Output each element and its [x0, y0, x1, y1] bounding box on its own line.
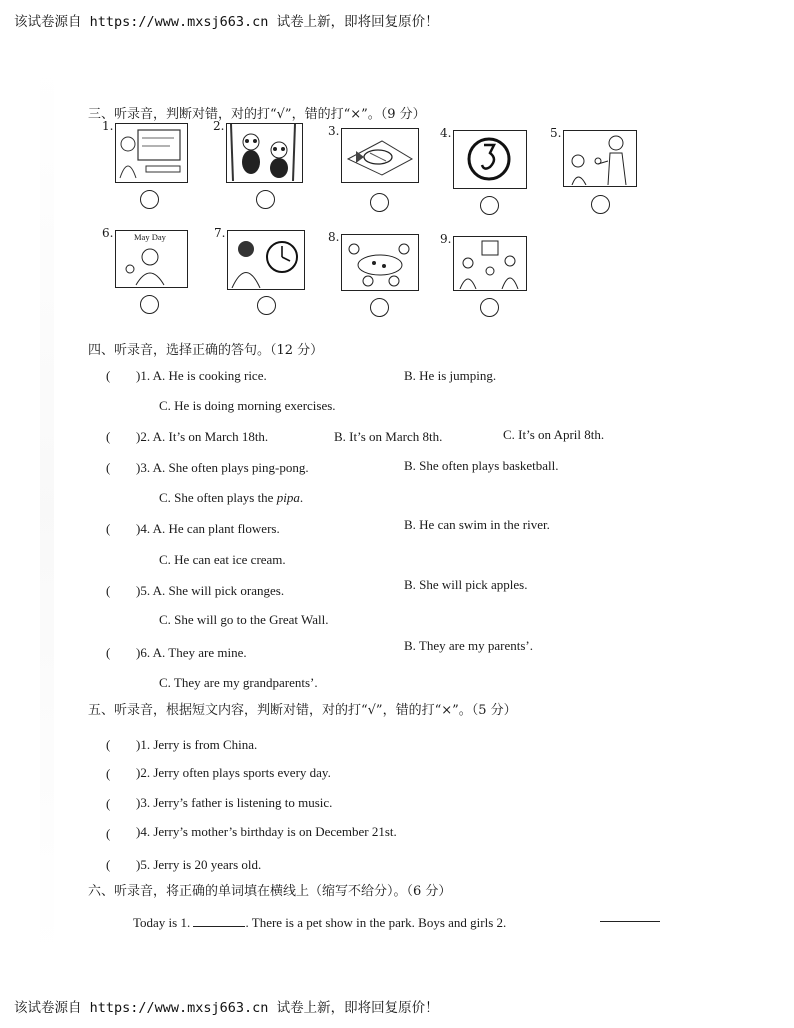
- option-c-end: .: [299, 490, 304, 505]
- answer-paren-2[interactable]: (: [106, 429, 111, 444]
- q-num: )4.: [136, 521, 151, 536]
- clock-icon: [227, 230, 305, 290]
- q4-3-option-c: [159, 490, 303, 506]
- answer-paren-s5-3[interactable]: (: [106, 796, 111, 811]
- scan-shadow: [40, 60, 54, 960]
- picture-number: 8.: [328, 230, 340, 244]
- picture-8: [328, 230, 419, 291]
- answer-circle-4[interactable]: [480, 196, 499, 215]
- answer-paren-3[interactable]: (: [106, 460, 111, 475]
- music-note-icon: [453, 130, 527, 189]
- option-a: A. He is cooking rice.: [152, 368, 267, 383]
- answer-paren-s5-4[interactable]: (: [106, 826, 111, 841]
- answer-circle-6[interactable]: [140, 295, 159, 314]
- picture-3: [328, 124, 419, 183]
- family-icon: [453, 236, 527, 291]
- blank-2[interactable]: [600, 921, 660, 922]
- q4-2-option-c: C. It’s on April 8th.: [503, 427, 605, 442]
- q4-6-option-b: B. They are my parents’.: [404, 638, 533, 653]
- fish-icon: [341, 128, 419, 183]
- answer-circle-7[interactable]: [257, 296, 276, 315]
- answer-circle-8[interactable]: [370, 298, 389, 317]
- answer-paren-6[interactable]: (: [106, 645, 111, 660]
- s5-item-4: )4. Jerry’s mother’s birthday is on December 21st.: [136, 824, 397, 839]
- picture-number: 2.: [213, 119, 225, 133]
- q-num: )5.: [136, 583, 151, 598]
- option-c-italic: pipa: [276, 490, 300, 505]
- flowers-icon: [563, 130, 637, 187]
- option-a: A. He can plant flowers.: [152, 521, 280, 536]
- picture-4: [440, 126, 527, 189]
- q4-6-option-a: [136, 645, 247, 661]
- answer-circle-3[interactable]: [370, 193, 389, 212]
- q4-4-option-a: [136, 521, 280, 537]
- q4-5-option-a: [136, 583, 284, 599]
- answer-paren-1[interactable]: (: [106, 368, 111, 383]
- q4-6-option-c: C. They are my grandparents’.: [159, 675, 318, 690]
- option-c-text: C. She often plays the: [159, 490, 277, 505]
- option-a: A. She often plays ping-pong.: [152, 460, 309, 475]
- party-icon: [341, 234, 419, 291]
- section-5-title: 五、听录音，根据短文内容，判断对错，对的打“√”，错的打“×”。（5 分）: [88, 703, 517, 718]
- bottom-banner: 该试卷源自 https://www.mxsj663.cn 试卷上新，即将回复原价！: [14, 1000, 439, 1016]
- s6-sentence: [133, 914, 506, 931]
- answer-paren-5[interactable]: (: [106, 583, 111, 598]
- may-day-caption: May Day: [134, 232, 166, 242]
- q-num: )6.: [136, 645, 151, 660]
- picture-number: 6.: [102, 226, 114, 240]
- answer-circle-2[interactable]: [256, 190, 275, 209]
- q-num: )2.: [136, 429, 151, 444]
- picture-number: 7.: [214, 226, 226, 240]
- section-3-title: 三、听录音，判断对错，对的打“√”，错的打“×”。（9 分）: [88, 107, 426, 122]
- answer-paren-s5-1[interactable]: (: [106, 737, 111, 752]
- picture-1: [102, 119, 188, 183]
- s5-item-2: )2. Jerry often plays sports every day.: [136, 765, 331, 780]
- s5-item-3: )3. Jerry’s father is listening to music.: [136, 795, 333, 810]
- option-a: A. She will pick oranges.: [152, 583, 285, 598]
- picture-7: [214, 226, 305, 290]
- picture-number: 1.: [102, 119, 114, 133]
- q4-1-option-b: B. He is jumping.: [404, 368, 497, 383]
- picture-2: [213, 119, 303, 183]
- q4-3-option-b: B. She often plays basketball.: [404, 458, 559, 473]
- picture-number: 5.: [550, 126, 562, 140]
- s6-text-1: Today is 1.: [133, 915, 191, 930]
- q4-1-option-a: [136, 368, 267, 384]
- may-day-icon: [115, 230, 188, 288]
- picture-5: [550, 126, 637, 187]
- top-banner: 该试卷源自 https://www.mxsj663.cn 试卷上新，即将回复原价！: [14, 14, 439, 30]
- s6-text-2: . There is a pet show in the park. Boys and girls 2.: [245, 915, 507, 930]
- picture-6: [102, 226, 188, 288]
- q4-4-option-c: C. He can eat ice cream.: [159, 552, 286, 567]
- panda-icon: [226, 123, 303, 183]
- q4-3-option-a: [136, 460, 309, 476]
- section-6-title: 六、听录音，将正确的单词填在横线上（缩写不给分）。（6 分）: [88, 884, 452, 899]
- option-a: A. They are mine.: [152, 645, 247, 660]
- option-a: A. It’s on March 18th.: [152, 429, 269, 444]
- q-num: )1.: [136, 368, 151, 383]
- answer-paren-4[interactable]: (: [106, 521, 111, 536]
- answer-circle-5[interactable]: [591, 195, 610, 214]
- q4-2-option-b: B. It’s on March 8th.: [334, 429, 443, 444]
- answer-paren-s5-5[interactable]: (: [106, 857, 111, 872]
- q4-4-option-b: B. He can swim in the river.: [404, 517, 550, 532]
- q4-5-option-c: C. She will go to the Great Wall.: [159, 612, 329, 627]
- picture-number: 9.: [440, 232, 452, 246]
- answer-circle-1[interactable]: [140, 190, 159, 209]
- s5-item-5: )5. Jerry is 20 years old.: [136, 857, 262, 872]
- answer-paren-s5-2[interactable]: (: [106, 766, 111, 781]
- section-4-title: 四、听录音，选择正确的答句。（12 分）: [88, 343, 324, 358]
- q-num: )3.: [136, 460, 151, 475]
- classroom-icon: [115, 123, 188, 183]
- picture-number: 3.: [328, 124, 340, 138]
- s5-item-1: )1. Jerry is from China.: [136, 737, 258, 752]
- picture-9: [440, 232, 527, 291]
- q4-1-option-c: C. He is doing morning exercises.: [159, 398, 336, 413]
- blank-1[interactable]: [193, 914, 245, 927]
- answer-circle-9[interactable]: [480, 298, 499, 317]
- q4-5-option-b: B. She will pick apples.: [404, 577, 528, 592]
- q4-2-option-a: [136, 429, 268, 445]
- picture-number: 4.: [440, 126, 452, 140]
